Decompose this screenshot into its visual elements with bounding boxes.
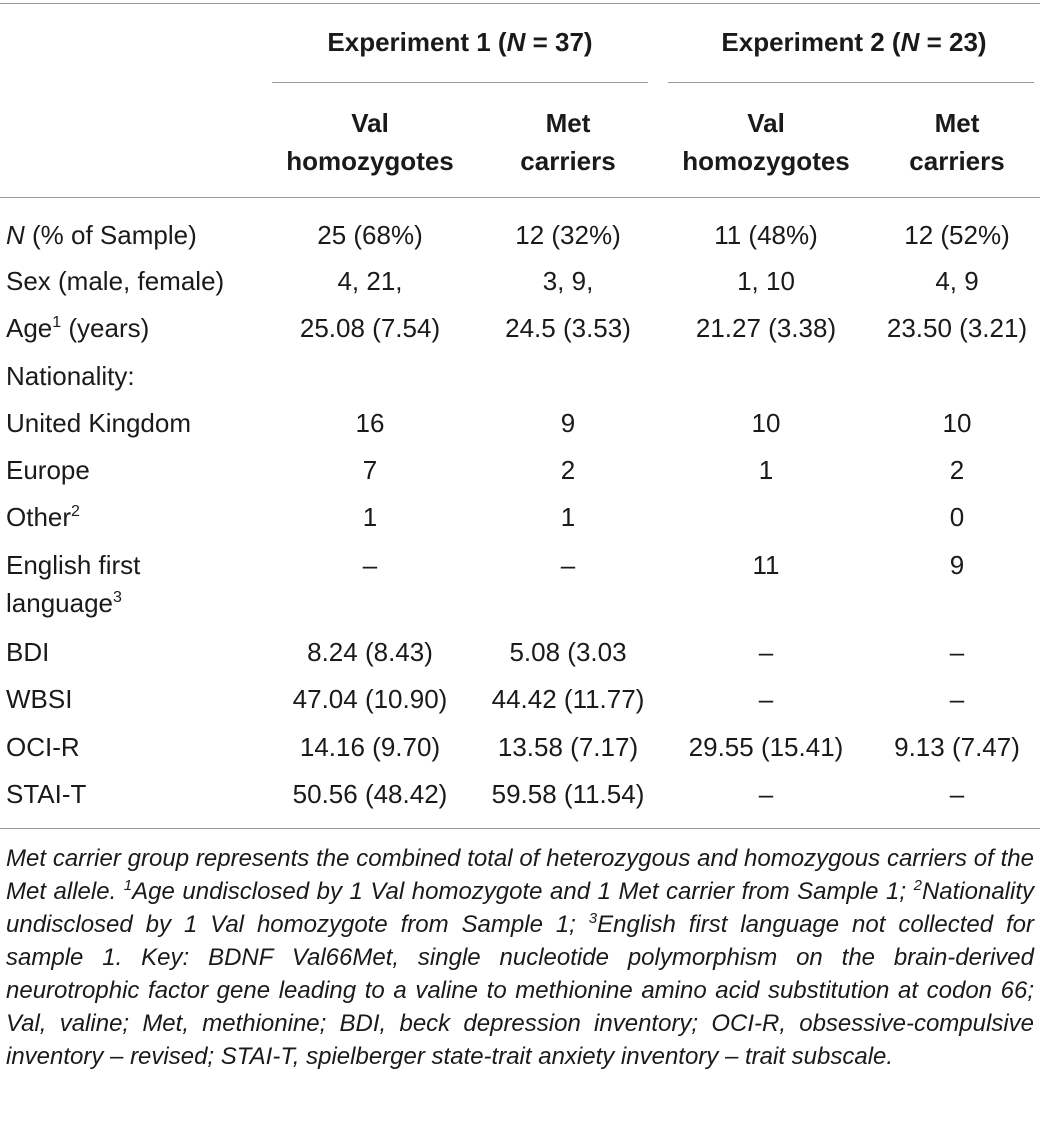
row-label-sex: Sex (male, female) [6,266,225,296]
row-label-nationality: Nationality: [6,361,135,391]
row-label-stai-t: STAI-T [6,779,87,809]
table-cell: 1, 10 [737,266,795,296]
table-cell: 29.55 (15.41) [688,732,844,762]
table-cell: 10 [751,408,781,438]
table-cell: 8.24 (8.43) [307,637,433,667]
table-cell: 1 [560,502,576,532]
table-cell: 3, 9, [542,266,594,296]
table-cell: 10 [942,408,972,438]
table-cell: 23.50 (3.21) [886,313,1028,343]
table-cell: 11 (48%) [714,220,818,250]
table-cell: 1 [758,455,774,485]
table-cell: 12 (32%) [515,220,621,250]
table-cell: 21.27 (3.38) [695,313,837,343]
table-cell: 1 [362,502,378,532]
experiment-1-header: Experiment 1 (N = 37) [327,27,593,57]
table-cell: 11 [752,550,780,580]
table-cell: – [362,550,378,580]
subheader-met-carriers-exp2: Met carriers [909,108,1005,176]
table-cell: – [758,684,774,714]
table-cell: – [949,684,965,714]
table-cell: 25.08 (7.54) [299,313,441,343]
row-label-n: N (% of Sample) [6,220,197,250]
row-label-other: Other$^2$ [6,502,80,532]
table-cell: 0 [949,502,965,532]
row-label-age: Age$^1$ (years) [6,313,150,343]
table-cell: 5.08 (3.03 [509,637,627,667]
subheader-met-carriers-exp1: Met carriers [520,108,616,176]
table-cell: – [758,779,774,809]
table-cell: 50.56 (48.42) [292,779,448,809]
table-cell: 16 [355,408,385,438]
table-cell: 2 [560,455,576,485]
table-cell: 24.5 (3.53) [505,313,631,343]
table-cell: 9 [949,550,965,580]
table-cell: 59.58 (11.54) [491,779,645,809]
table-cell: – [560,550,576,580]
table-cell: 12 (52%) [904,220,1010,250]
table-cell: 14.16 (9.70) [299,732,441,762]
table-bottom-rule [0,828,1040,829]
table-cell: 7 [362,455,378,485]
header-bottom-rule [0,197,1040,198]
table-cell: – [949,637,965,667]
table-cell: 9 [560,408,576,438]
table-footnote: Met carrier group represents the combined total of heterozygous and homozygous carriers of the Met allele. $^1$Age undisclosed by 1 Val homozygote and 1 Met carrier from Sample 1; $^2$Nationality undisclosed by 1 Val homozygote from Sample 1; $^3$English first language not collected for sample 1. Key: BDNF Val66Met, single nucleotide polymorphism on the brain-derived neurotrophic factor gene leading to a valine to methionine amino acid substitution at codon 66; Val, valine; Met, methionine; BDI, beck depression inventory; OCI-R, obsessive-compulsive inventory – revised; STAI-T, spielberger state-trait anxiety inventory – trait subscale. [6,845,1034,1070]
experiment-1-underline [272,82,648,83]
subheader-val-homozygotes-exp1: Val homozygotes [286,108,454,176]
row-label-united-kingdom: United Kingdom [6,408,191,438]
table-cell: 25 (68%) [317,220,423,250]
subheader-val-homozygotes-exp2: Val homozygotes [682,108,850,176]
experiment-2-header: Experiment 2 (N = 23) [721,27,987,57]
table-cell: – [949,779,965,809]
row-label-oci-r: OCI-R [6,732,80,762]
row-label-europe: Europe [6,455,90,485]
table-cell: 47.04 (10.90) [292,684,448,714]
table-cell: 9.13 (7.47) [894,732,1020,762]
table-cell: 2 [949,455,965,485]
row-label-bdi: BDI [6,637,50,667]
experiment-2-underline [668,82,1034,83]
table-cell: – [758,637,774,667]
top-rule [0,3,1040,4]
table-cell: 44.42 (11.77) [491,684,645,714]
table-cell: 4, 9 [935,266,979,296]
row-label-wbsi: WBSI [6,684,73,714]
table-cell: 4, 21, [337,266,403,296]
row-label-english-first-language: English first language$^3$ [6,550,141,618]
table-cell: 13.58 (7.17) [497,732,639,762]
